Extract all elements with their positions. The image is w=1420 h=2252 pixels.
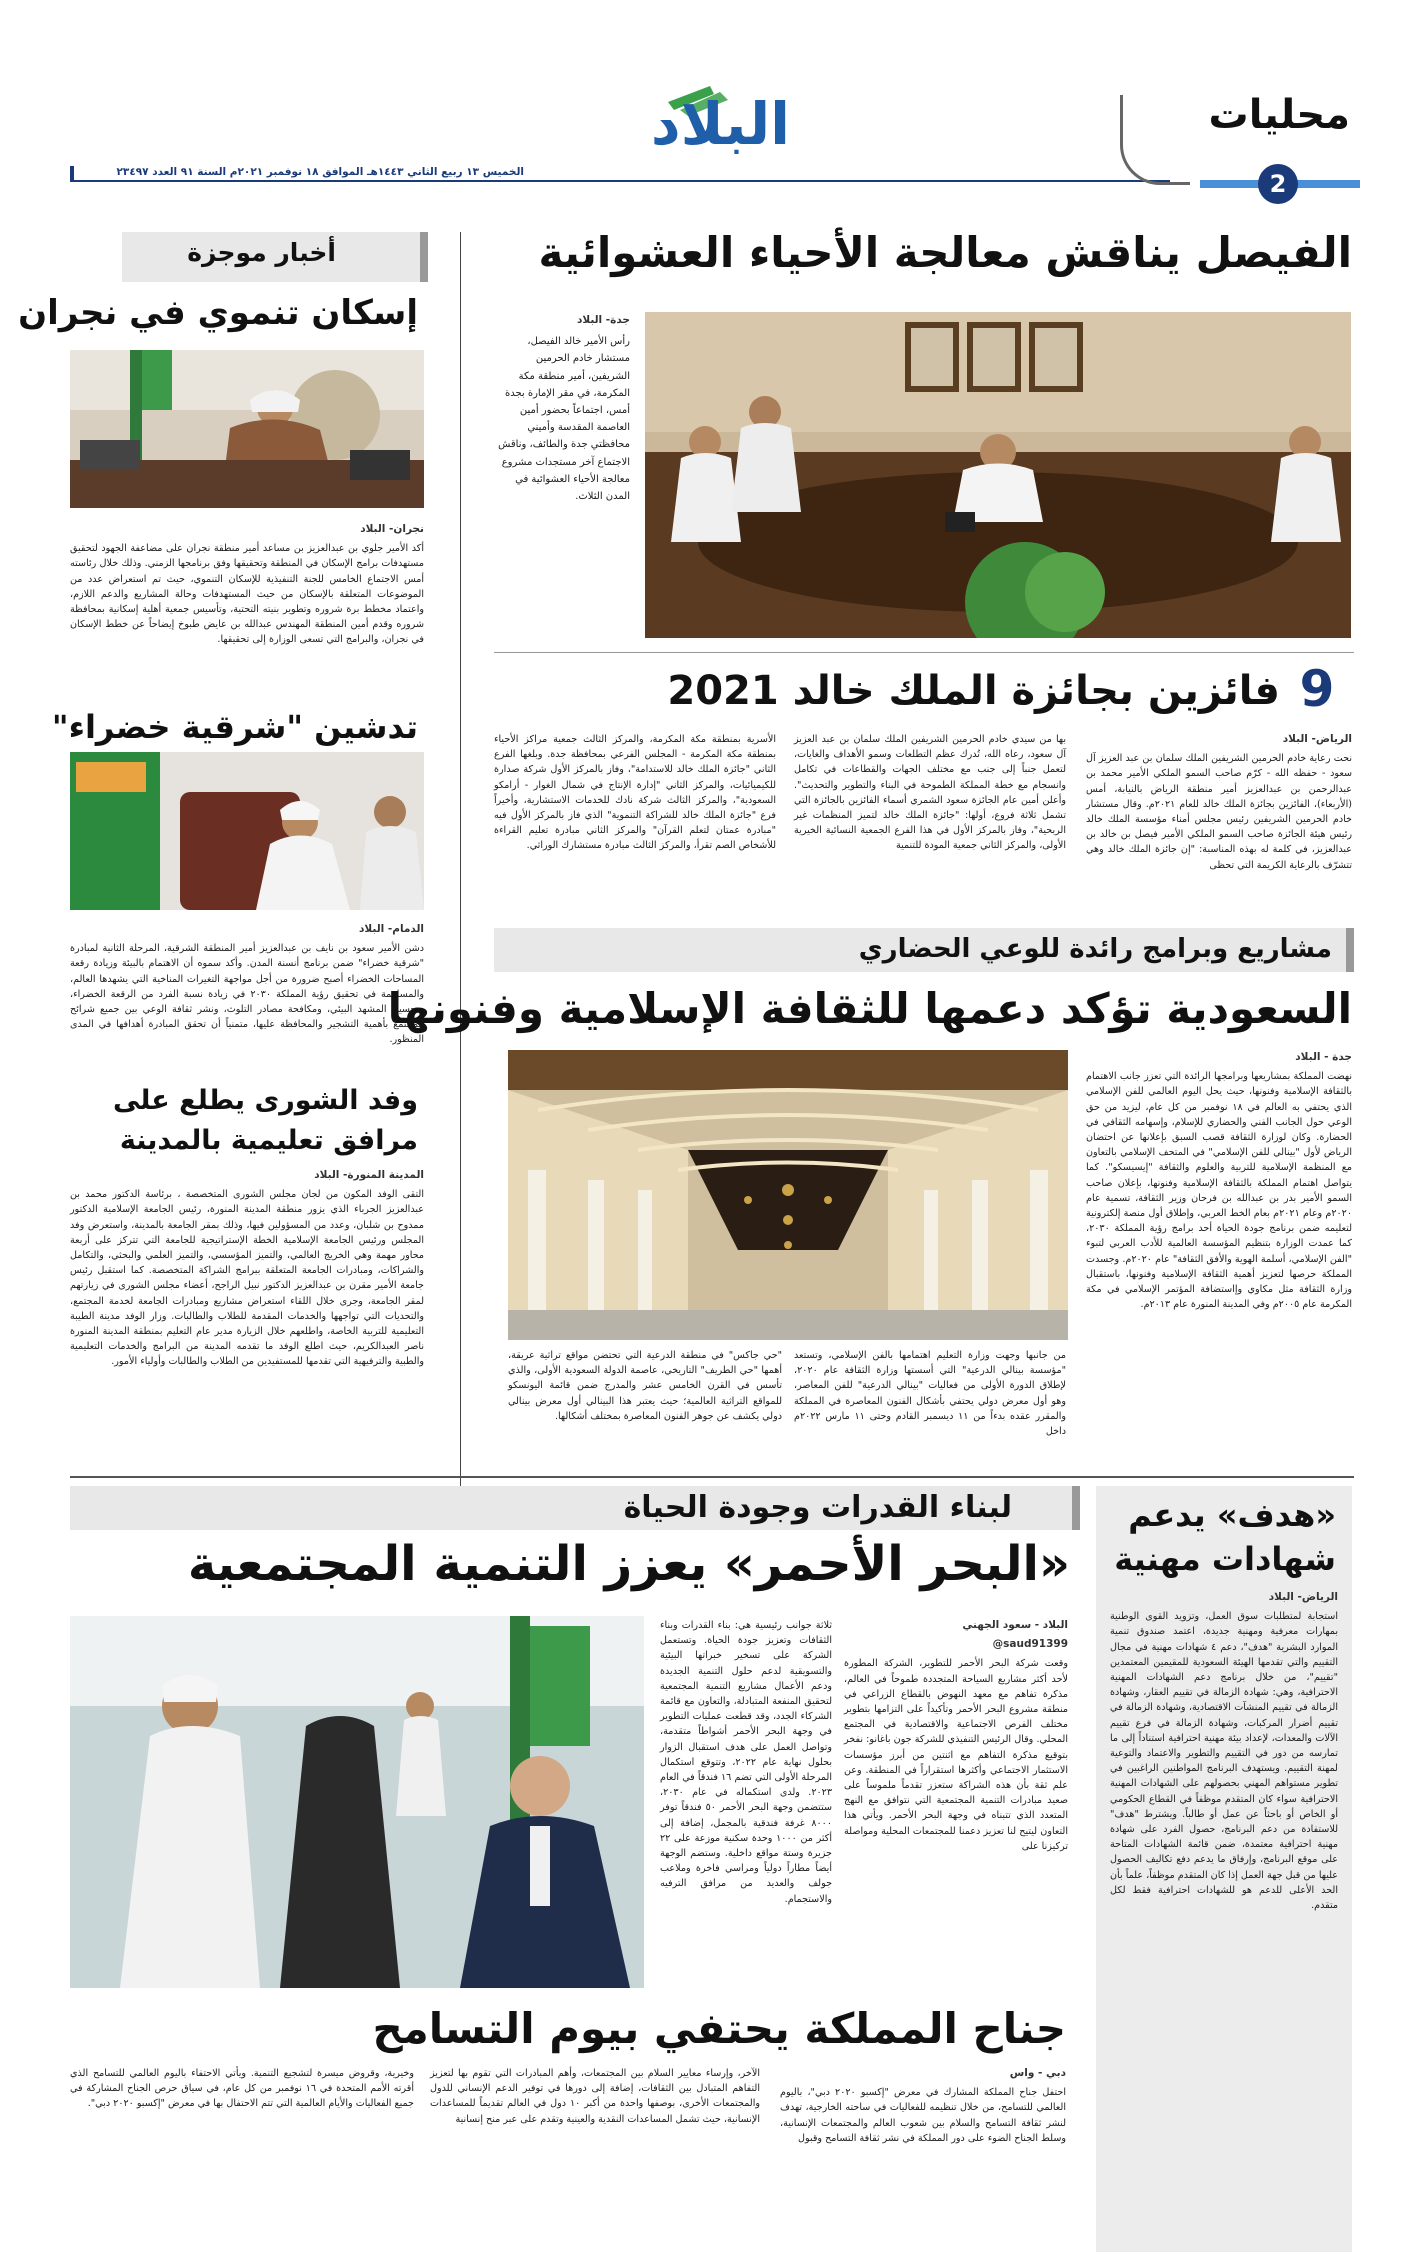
- redsea-col-1: [844, 1618, 1068, 1854]
- pavilion-dateline: دبي - واس: [1009, 2067, 1066, 2079]
- hadaf-body: [1110, 1590, 1338, 1913]
- culture-col-2: [794, 1348, 1066, 1439]
- redsea-byline: البلاد - سعود الجهني: [962, 1619, 1068, 1631]
- culture-col-2-text: من جانبها وجهت وزارة التعليم اهتمامها بالفن الإسلامي، وتستعد "مؤسسة بينالي الدرعية" التي أسستها وزارة الثقافة عام ٢٠٢٠، لإطلاق الدورة الأولى من فعاليات "بينالي الدرعية" للفن المعاصر، وهو أول معرض دولي يحتفي بأشكال الفنون المعاصرة في المملكة والمقرر عقده بدءاً من ١١ ديسمبر القادم وحتى ١١ مارس ٢٠٢٢م داخل: [794, 1350, 1067, 1438]
- redsea-handle: @saud91399: [992, 1638, 1068, 1651]
- pavilion-col-2-text: الآخر، وإرساء معايير السلام بين المجتمعات، وأهم المبادرات التي تقوم بها لتعزيز التفاهم المتبادل بين الثقافات، إضافة إلى دورها في توفير الدعم الإنساني للدول والمجتمعات الأخرى، بوصفها واحدة من أكبر ١٠ دول في العالم تقديماً للمساعدات الإنسانية، حيث تشمل المساعدات النقدية والعينية وتقدم على عبر منح إنسانية: [430, 2068, 761, 2125]
- culture-col-3-text: "حي جاكس" في منطقة الدرعية التي تحتضن مواقع تراثية عريقة، أهمها "حي الطريف" التاريخي، عاصمة الدولة السعودية الأولى، والذي تأسس في القرن الخامس عشر والمدرج ضمن قائمة اليونسكو للمواقع التراثية العالمية؛ حيث يعتبر هذا البينالي أول معرض بينالي دولي يكشف عن جوهر الفنون المعاصرة بمختلف أشكالها.: [508, 1350, 782, 1422]
- pavilion-col-1: [780, 2066, 1066, 2146]
- photo-redsea-exhibition: [70, 1616, 644, 1988]
- section-header: [1200, 92, 1360, 198]
- page-number-badge: [1258, 164, 1298, 204]
- pavilion-col-3-text: وخيرية، وقروض ميسرة لتشجيع التنمية. ويأتي الاحتفاء باليوم العالمي للتسامح الذي أقرته الأمم المتحدة في ١٦ نوفمبر من كل عام، في سياق حرص الجناح المشاركة في جميع الفعاليات والأيام العالمية التي تتم الاحتفال بها في معرض "إكسبو ٢٠٢٠ دبي".: [70, 2068, 414, 2110]
- sidebar-story-1-text: أكد الأمير جلوي بن عبدالعزيز بن مساعد أمير منطقة نجران على مضاعفة الجهود لتحقيق مستهدفات برامج الإسكان في المنطقة وتحقيقها وفق برنامجها الزمني. وذلك خلال رئاسته أمس الاجتماع الخامس للجنة التنفيذية للإسكان التنموي، حيث تم استعراض عدد من الموضوعات المتعلقة بالإسكان من حيث المستهدفات وحالة المشاريع والدعم اللازم، واعتماد مخطط برة شروره وتطوير بنيته التحتية، وتأسيس جمعية أهلية إسكانية بمحافظة شروره وقدم أمين المنطقة المهندس عبدالله بن عايض طبوخ إيضاحاً عن خطط الإسكان في نجران، والبرامج التي تسعى الوزارة إلى تحقيقها.: [70, 543, 424, 646]
- sidebar-headline-3a: وفد الشورى يطلع على: [112, 1085, 418, 1116]
- lead-body: [494, 312, 630, 505]
- logo-text: البلاد: [650, 90, 790, 158]
- logo: [650, 80, 790, 160]
- culture-col-1-text: نهضت المملكة بمشاريعها وبرامجها الرائدة التي تعزز جانب الاهتمام بالثقافة الإسلامية وفنونها، حيث يحل اليوم العالمي للفن الإسلامي الذي يحتفي به العالم في ١٨ نوفمبر من كل عام، ليزيد من حق الوعي حول الجانب الفني والحضاري للإسلام، وإسهامه الثقافي في الحضارة. وكان لوزارة الثقافة قصب السبق بإعلانها عن احتضان الرياض لأول "بينالي للفن الإسلامي" في المتحف الإسلامي بالتعاون مع المنظمة الإسلامية للتربية والعلوم والثقافة "إيسيسكو". كما يتواصل اهتمام المملكة بالثقافة الإسلامية وفنونها، بإعلان صاحب السمو الأمير بدر بن عبدالله بن فرحان وزير الثقافة، تسمية عام ٢٠٢٠م وعام ٢٠٢١م بعام الخط العربي، وإطلاق أول منصة إلكترونية لتعليمه ضمن برنامج جودة الحياة أحد برامج رؤية المملكة ٢٠٣٠، كما عمدت الوزارة بتنظيم المؤسسة العالمية للأدب العربي لتبوء "الفن الإسلامي، أسلمة الهوية والأفق الثقافة" عام ٢٠٢٠م. وجسدت المملكة حرصها لتعزيز أهمية الثقافة الإسلامية وفنونها، باستقبال وزارة الثقافة مثل مكاوي وإاستضافة المؤتمر الإسلامي في مكة المكرمة عام ٢٠٠٥م وفي المدينة المنورة عام ٢٠١٣م.: [1086, 1071, 1352, 1311]
- award-col-2: [794, 732, 1066, 854]
- sidebar-title: أخبار موجزة: [187, 238, 336, 267]
- redsea-kicker-bar: [70, 1486, 1080, 1530]
- culture-kicker-bar: [494, 928, 1354, 972]
- lead-headline: الفيصل يناقش معالجة الأحياء العشوائية: [538, 228, 1352, 277]
- mid-page-rule: [70, 1476, 1354, 1478]
- hadaf-text: استجابة لمتطلبات سوق العمل، وتزويد القوى الوطنية بمهارات معرفية ومهنية جديدة، اعتمد صندوق تنمية الموارد البشرية "هدف"، دعم ٤ شهادات مهنية في مجال التقييم والتي تقدمها الهيئة السعودية للمقيمين المعتمدين "تقييم"، من خلال برنامج دعم الشهادات المهنية الاحترافية، وهي: شهادة الزمالة في تقييم العقار، وشهادة الزمالة في تقييم المنشآت الاقتصادية، وشهادة الزمالة في تقييم أضرار المركبات، وشهادة الزمالة في فرع تقييم الآلات والمعدات، لإعداد بيئة مهنية احترافية استناداً إلى ما تمارسه من دور في التقييم والتطوير والاعتماد والتوعية لمهنة التقييم. ويستهدف البرنامج المواطنين الراغبين في تطوير مستواهم المهني بحصولهم على الشهادات المهنية الاحترافية سواء كان المتقدم موظفاً في القطاع الحكومي أو الخاص أو باحثاً عن عمل أو طالباً. ويشترط "هدف" للاستفادة من دعم البرنامج، حصول الفرد على شهادة مهنية احترافية معتمدة، ضمن قائمة الشهادات المتاحة على موقع البرنامج، وإرفاق ما يدعم دفع تكاليف الحصول عليها من قبل جهة العمل إذا كان المتقدم موظفاً، علماً بأن الحد الأعلى للدعم هو للشهادات احترافية فقط لكل متقدم.: [1110, 1611, 1338, 1912]
- culture-kicker: مشاريع وبرامج رائدة للوعي الحضاري: [858, 934, 1332, 964]
- photo-najran-meeting: [70, 350, 424, 508]
- culture-headline: السعودية تؤكد دعمها للثقافة الإسلامية وفنونها: [387, 984, 1352, 1033]
- culture-dateline: جدة - البلاد: [1295, 1051, 1352, 1063]
- issue-dateline: الخميس ١٣ ربيع الثاني ١٤٤٣هـ الموافق ١٨ نوفمبر ٢٠٢١م السنة ٩١ العدد ٢٣٤٩٧: [116, 166, 524, 178]
- section-title: محليات: [1208, 92, 1350, 138]
- sidebar-divider: [460, 232, 461, 1494]
- culture-col-3: [508, 1348, 782, 1424]
- lead-text: رأس الأمير خالد الفيصل، مستشار خادم الحرمين الشريفين، أمير منطقة مكة المكرمة، في مقر الإمارة بجدة أمس، اجتماعاً بحضور أمين العاصمة المقدسة وأميني محافظتي جدة والطائف، وناقش الاجتماع آخر مستجدات مشروع معالجة الأحياء العشوائية في المدن الثلاث.: [498, 336, 630, 503]
- page-number: 2: [1269, 170, 1287, 198]
- redsea-col-2: [660, 1618, 832, 1907]
- sidebar-story-3-text: التقى الوفد المكون من لجان مجلس الشورى المتخصصة ، برئاسة الدكتور محمد بن عبدالعزيز الجرباء الذي يزور منطقة المدينة المنورة، رئيس الجامعة الإسلامية الدكتور ممدوح بن شلبان، وعدد من المسؤولين فيها، وذلك بمقر الجامعة بالمدينة، واستعرض وفد المجلس ورئيس الجامعة الإسلامية الخطة الإستراتيجية للجامعة التي تتركز على أربعة محاور مهمة وهي الخريج العالمي، والتميز المؤسسي، والتميز العلمي والبحثي، والتكامل والشراكات، ومبادرات الجامعة المتعلقة ببرامج الشراكة المتخصصة. كما استقبل رئيس جامعة الأمير مقرن بن عبدالعزيز الدكتور نبيل الراجح، أعضاء مجلس الشورى في زيارتهم لمقر الجامعة، وجرى خلال اللقاء استعراض مشاريع ومبادرات الجامعة لخدمة المجتمع، والتحديات التي تواجهها والخدمات المقدمة للطلاب والطالبات. وزار الوفد مدينة الطيبة التعليمية للتربية الخاصة، واطلعهم خلال الزيارة مدير عام التعليم بمنطقة المدينة المنورة ناصر العبدالكريم، حيث اطلع الوفد ما تقدمه المدينة من البرامج والخدمات التعليمية والطبية والترفيهية التي تقدمها للمستفيدين من الطلاب والطالبات وأولياء الأمور.: [70, 1189, 424, 1368]
- redsea-col-2-text: ثلاثة جوانب رئيسية هي: بناء القدرات وبناء الثقافات وتعزيز جودة الحياة. وتستعمل الشركة على تسخير خبراتها البيئية والتسويقية لدعم حلول التنمية الجديدة ودعم الأعمال مشاريع التنمية المجتمعية لتحقيق المنفعة المتبادلة، والتعاون مع قائمة الشركاء الجدد، وقد قطعت عمليات التطوير في وجهة البحر الأحمر أشواطاً متقدمة، وتواصل العمل على هدف استقبال الزوار بحلول نهاية عام ٢٠٢٢، وتتوقع استكمال المرحلة الأولى التي تضم ١٦ فندقاً في العام ٢٠٢٣. ولدى استكماله في عام ٢٠٣٠، ستتضمن وجهة البحر الأحمر ٥٠ فندقاً توفر ٨٠٠٠ غرفة فندقية بالمجمل، إضافة إلى أكثر من ١٠٠٠ وحدة سكنية موزعة على ٢٢ جزيرة وستة مواقع داخلية. وستضم الوجهة أيضاً مطاراً دولياً ومراسي فاخرة وملاعب جولف والعديد من مرافق الترفيه والاستجمام.: [660, 1620, 833, 1905]
- hadaf-headline-1: «هدف» يدعم: [1128, 1496, 1336, 1534]
- award-numeral: 9: [1299, 660, 1335, 718]
- photo-prophets-mosque: [508, 1050, 1068, 1340]
- pavilion-col-3: [70, 2066, 414, 2112]
- award-col-3-text: الأسرية بمنطقة مكة المكرمة، والمركز الثالث جمعية مراكز الأحياء بمنطقة مكة المكرمة - المجلس الفرعي بمحافظة جدة. وبلغها الفرع الثاني "جائزة الملك خالد للاستدامة"، وفاز بالمركز الأول شركة صدارة للكيميائيات، والمركز الثاني "إدارة الإنتاج في شمال الغوار - أرامكو السعودية"، والمركز الثالث شركة نادك للخدمات الاستشارية، وأخيراً فرع "جائزة الملك خالد للشراكة التنموية" الذي فاز بالمركز الأول فيه "مبادرة عمتان لتعلم القرآن" والمركز الثاني مبادرة تعليم القراءة للأشخاص الصم تقرأ، والمركز الثالث مبادرة مستشارك الوراثي.: [494, 734, 776, 852]
- sidebar-story-2-text: دشن الأمير سعود بن نايف بن عبدالعزيز أمير المنطقة الشرقية، المرحلة الثانية لمبادرة "شرقية خضراء" ضمن برنامج أنسنة المدن. وأكد سموه أن الاهتمام بالبيئة وزيادة رقعة المساحات الخضراء أصبح ضرورة من أجل مواجهة التغيرات المناخية التي يشهدها العالم، والمساهمة في تحقيق رؤية المملكة ٢٠٣٠ في زيادة نسبة الفرد من الرقعة الخضراء، وتحسين المشهد البيئي، ومكافحة مصادر التلوث، ونشر ثقافة الوعي بين جميع شرائح المجتمع بأهمية التشجير والمحافظة عليها، متمنياً أن تحقق المبادرة أهدافها في المدى المنظور.: [70, 943, 424, 1046]
- photo-eastern-green: [70, 752, 424, 910]
- award-headline: فائزين بجائزة الملك خالد 2021: [667, 668, 1280, 714]
- award-col-1: [1086, 732, 1352, 873]
- pavilion-col-1-text: احتفل جناح المملكة المشارك في معرض "إكسبو ٢٠٢٠ دبي"، باليوم العالمي للتسامح، من خلال تنظيمه للفعاليات في ساحته الخارجية، تهدف لنشر ثقافة التسامح والسلام بين شعوب العالم والمجتمعات الإنسانية، وسلط الجناح الضوء على دور المملكة في نشر ثقافة التسامح وقبول: [780, 2087, 1066, 2144]
- hadaf-dateline: الرياض- البلاد: [1268, 1591, 1338, 1603]
- redsea-kicker: لبناء القدرات وجودة الحياة: [623, 1490, 1012, 1525]
- header-curve: [1120, 95, 1190, 185]
- redsea-col-1-text: وقعت شركة البحر الأحمر للتطوير، الشركة المطورة لأحد أكثر مشاريع السياحة المتجددة طموحاً في العالم، مذكرة تفاهم مع معهد النهوض بالقطاع الزراعي في منطقة مشروع البحر الأحمر وتأكيداً على التزامها بتطوير مختلف الفرص الاجتماعية والاقتصادية في المجتمع المحلي. وقال الرئيس التنفيذي للشركة جون باغانو: نفخر بتوقيع مذكرة التفاهم مع اثنتين من أبرز مؤسسات الاستثمار الاجتماعي وأكثرها استقراراً في المنطقة. وعن علم ثقة بأن هذه الشراكة ستعزز تقدماً ملموساً على صعيد مبادرات التنمية المجتمعية التي نتوافق مع النهج المتعدد الذي تتبناه في وجهة البحر الأحمر. ويأتي هذا التعاون ليتيح لنا تعزيز دعمنا للمجتمعات المحلية ومواصلة تركيزنا على: [844, 1658, 1068, 1852]
- sidebar-story-2-body: [70, 922, 424, 1048]
- sidebar-headline-1: إسكان تنموي في نجران: [18, 293, 418, 333]
- culture-col-1: [1086, 1050, 1352, 1312]
- sidebar-story-1-body: [70, 522, 424, 648]
- sidebar-title-box: [122, 232, 428, 282]
- sidebar-story-2-dateline: الدمام- البلاد: [359, 923, 424, 935]
- pavilion-col-2: [430, 2066, 760, 2127]
- hadaf-box: [1096, 1486, 1352, 2252]
- redsea-headline: «البحر الأحمر» يعزز التنمية المجتمعية: [187, 1536, 1070, 1592]
- lead-dateline: جدة- البلاد: [576, 314, 630, 326]
- award-dateline: الرياض- البلاد: [1282, 733, 1352, 745]
- award-col-2-text: بها من سيدي خادم الحرمين الشريفين الملك سلمان بن عبد العزيز آل سعود، رعاه الله، تُدرك عظم التطلعات وسمو الأهداف والغايات، لتعمل جنباً إلى جنب مع مختلف الجهات والقطاعات في تكامل وانسجام مع خطة المملكة الطموحة في البناء والتطوير والتحديث". وأعلن أمين عام الجائزة سعود الشمري أسماء الفائزين بالجائزة التي تشمل ثلاثة فروع، أولها: "جائزة الملك خالد لتميز المنظمات غير الربحية"، وفاز بالمركز الأول في هذا الفرع الجمعية النسائية الخيرية الأولى، والمركز الثاني جمعية المودة للتنمية: [794, 734, 1066, 852]
- award-col-3: [494, 732, 776, 854]
- award-col-1-text: نحت رعاية خادم الحرمين الشريفين الملك سلمان بن عبد العزيز آل سعود - حفظه الله - كرّم صاحب السمو الملكي الأمير محمد بن عبدالرحمن بن عبدالعزيز أمير منطقة الرياض بالنيابة، أمس (الأربعاء)، الفائزين بجائزة الملك خالد للعام ٢٠٢١م. وقال مستشار خادم الحرمين الشريفين رئيس مجلس أمناء مؤسسة الملك خالد رئيس هيئة الجائزة صاحب السمو الملكي الأمير فيصل بن خالد بن عبدالعزيز، في كلمة له بهذه المناسبة: "إن جائزة الملك خالد وهي تتشرّف بالرعاية الكريمة التي تحظى: [1086, 753, 1352, 871]
- sidebar-headline-2: تدشين "شرقية خضراء": [51, 708, 418, 746]
- hadaf-headline-2: شهادات مهنية: [1114, 1540, 1336, 1578]
- sidebar-story-3-dateline: المدينة المنورة- البلاد: [314, 1169, 424, 1181]
- sidebar-story-3-body: [70, 1168, 424, 1370]
- dateline-bar: [70, 166, 530, 180]
- photo-faisal-meeting: [645, 312, 1351, 638]
- header-rule: [70, 180, 1170, 182]
- lead-rule: [494, 652, 1354, 653]
- sidebar-headline-3b: مرافق تعليمية بالمدينة: [119, 1125, 418, 1156]
- pavilion-headline: جناح المملكة يحتفي بيوم التسامح: [372, 2004, 1066, 2053]
- sidebar-story-1-dateline: نجران- البلاد: [360, 523, 424, 535]
